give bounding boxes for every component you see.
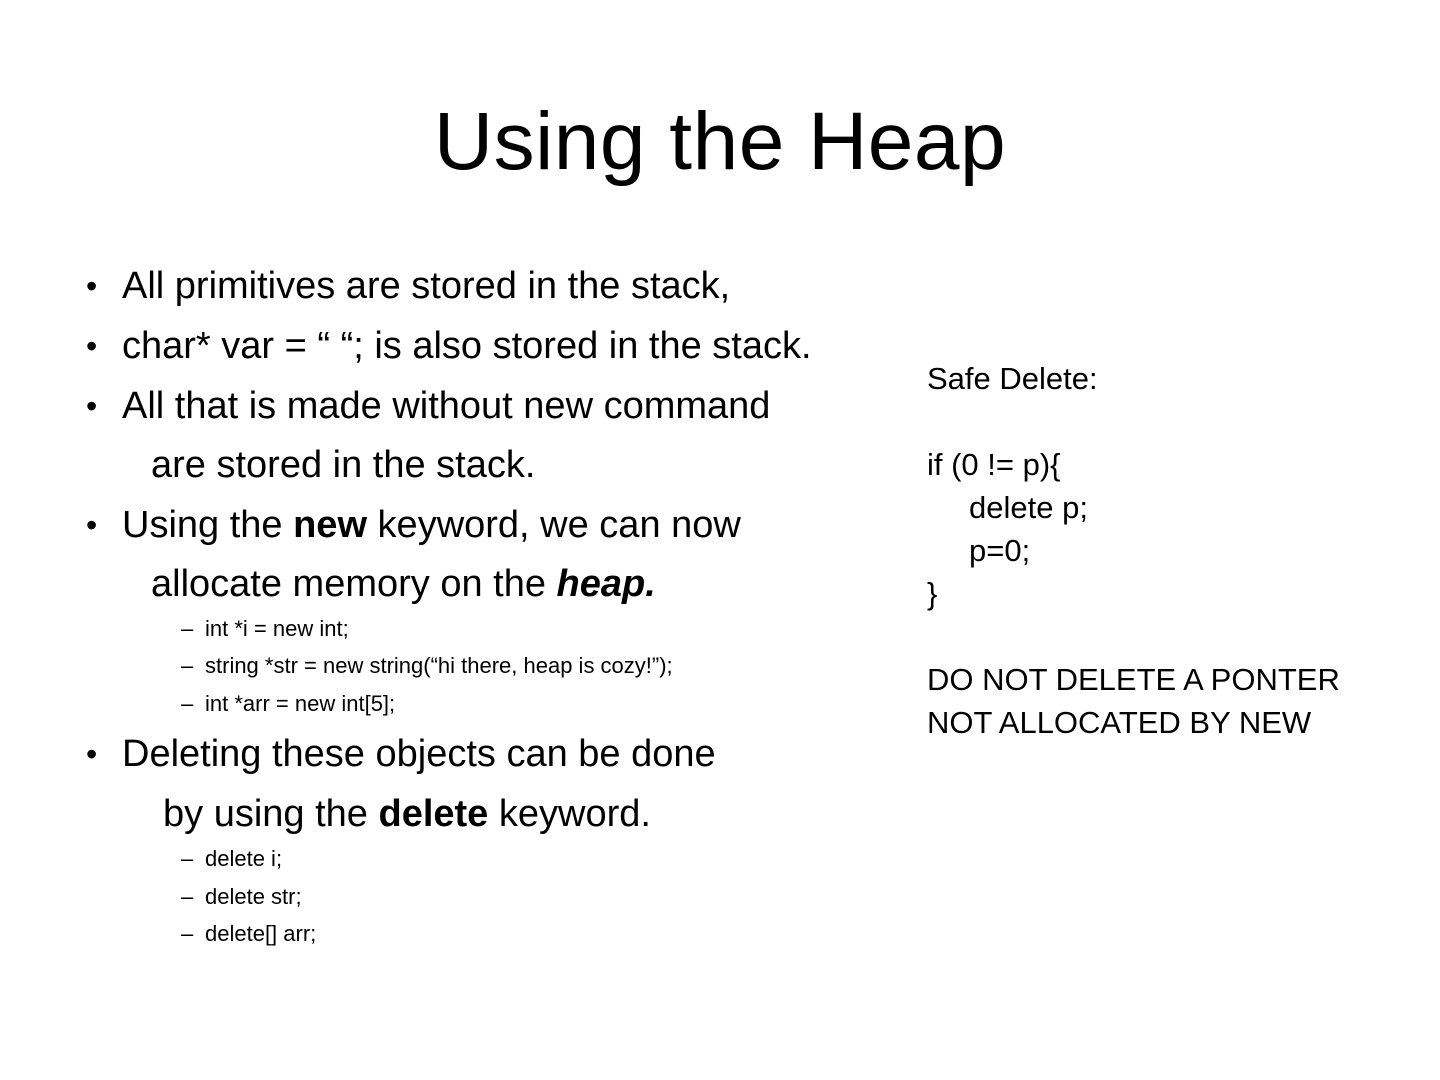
keyword-new: new — [293, 504, 367, 546]
sub-bullet-delete-int — [181, 844, 282, 874]
bullet-deleting-line2 — [163, 790, 651, 838]
dash-marker: – — [181, 846, 194, 871]
sub-bullet-delete-array — [181, 919, 316, 949]
term-heap: heap. — [556, 563, 656, 605]
dash-marker: – — [181, 653, 194, 678]
code-snippet: delete i; — [205, 846, 283, 871]
bullet-marker: • — [86, 268, 98, 304]
slide-title: Using the Heap — [433, 96, 1007, 187]
bullet-without-new-line1: All that is made without new command — [122, 385, 771, 427]
dash-marker: – — [181, 691, 194, 716]
code-snippet: delete[] arr; — [205, 921, 317, 946]
text-fragment: keyword, we can now — [367, 504, 741, 546]
dash-marker: – — [181, 616, 194, 641]
sub-bullet-delete-string — [181, 882, 302, 912]
warning-line: NOT ALLOCATED BY NEW — [927, 705, 1312, 740]
bullet-new-keyword-line2 — [151, 560, 656, 608]
code-line: } — [927, 576, 938, 611]
text-fragment: allocate memory on the — [151, 563, 557, 605]
bullet-primitives-stack: All primitives are stored in the stack, — [122, 265, 731, 307]
code-snippet: delete str; — [205, 884, 302, 909]
bullet-marker: • — [86, 328, 98, 364]
code-snippet: int *i = new int; — [205, 616, 349, 641]
bullet-char-pointer-stack: char* var = “ “; is also stored in the stack. — [122, 325, 812, 367]
safe-delete-heading: Safe Delete: — [927, 361, 1098, 396]
warning-line: DO NOT DELETE A PONTER — [927, 662, 1340, 697]
keyword-delete: delete — [378, 793, 489, 835]
code-line: delete p; — [969, 490, 1088, 525]
bullet-new-keyword-line1 — [122, 501, 741, 549]
dash-marker: – — [181, 884, 194, 909]
code-line: if (0 != p){ — [927, 447, 1061, 482]
text-fragment: by using the — [163, 793, 379, 835]
bullet-marker: • — [86, 388, 98, 424]
text-fragment: keyword. — [488, 793, 651, 835]
text-fragment: Using the — [122, 504, 294, 546]
sub-bullet-new-string — [181, 651, 673, 681]
bullet-deleting-line1: Deleting these objects can be done — [122, 733, 716, 775]
sub-bullet-new-array — [181, 689, 395, 719]
code-snippet: int *arr = new int[5]; — [205, 691, 396, 716]
sub-bullet-new-int — [181, 614, 349, 644]
bullet-marker: • — [86, 736, 98, 772]
code-snippet: string *str = new string(“hi there, heap is cozy!”); — [205, 653, 673, 678]
bullet-without-new-line2: are stored in the stack. — [151, 444, 536, 486]
bullet-marker: • — [86, 507, 98, 543]
code-line: p=0; — [969, 533, 1031, 568]
dash-marker: – — [181, 921, 194, 946]
